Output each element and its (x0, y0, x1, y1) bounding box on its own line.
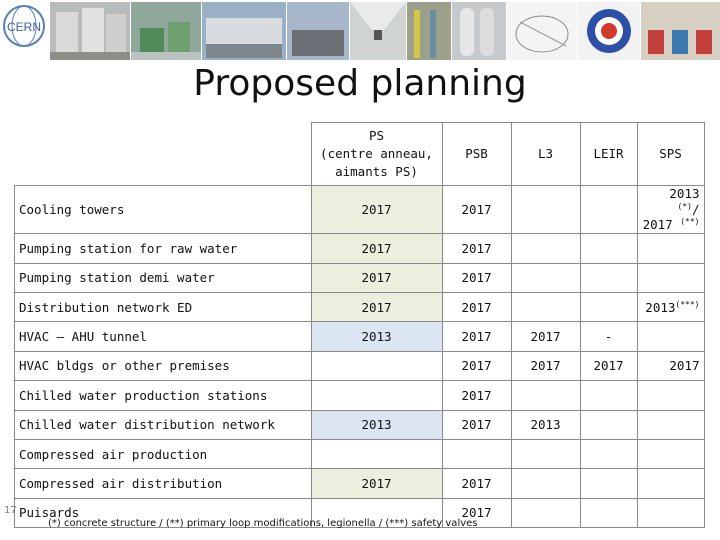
table-row (15, 322, 705, 351)
banner-photo-chillers (202, 2, 286, 60)
cell-ps: 2013 (311, 322, 442, 351)
banner-photo-pump-room (131, 2, 201, 60)
slide-title: Proposed planning (193, 63, 527, 104)
cell-sps (637, 498, 704, 527)
row-label: Pumping station demi water (15, 263, 312, 292)
cell-psb: 2017 (442, 186, 511, 234)
cell-psb: 2017 (442, 292, 511, 321)
cell-l3 (511, 234, 580, 263)
banner-photo-tunnel (350, 2, 406, 60)
cell-ps: 2013 (311, 410, 442, 439)
cell-l3 (511, 263, 580, 292)
cell-l3 (511, 498, 580, 527)
slide-number: 17 (4, 505, 17, 516)
cell-psb (442, 439, 511, 468)
row-label: HVAC – AHU tunnel (15, 322, 312, 351)
column-header-ps: PS (centre anneau, aimants PS) (311, 123, 442, 186)
cell-l3 (511, 186, 580, 234)
cell-l3: 2017 (511, 322, 580, 351)
photo-banner (0, 0, 720, 62)
cell-ps (311, 351, 442, 380)
cell-leir: - (580, 322, 637, 351)
row-label: HVAC bldgs or other premises (15, 351, 312, 380)
table-row (15, 292, 705, 321)
cell-psb: 2017 (442, 263, 511, 292)
table-row (15, 381, 705, 410)
cell-ps: 2017 (311, 292, 442, 321)
cell-leir (580, 292, 637, 321)
cell-l3 (511, 469, 580, 498)
cell-l3 (511, 381, 580, 410)
banner-photo-tanks (452, 2, 506, 60)
cell-ps (311, 381, 442, 410)
column-header-sps: SPS (637, 123, 704, 186)
banner-photo-simulation (578, 2, 640, 60)
table-row (15, 351, 705, 380)
cell-sps (637, 439, 704, 468)
row-label: Pumping station for raw water (15, 234, 312, 263)
cell-ps (311, 439, 442, 468)
column-header-leir: LEIR (580, 123, 637, 186)
cell-leir (580, 234, 637, 263)
row-label: Compressed air distribution (15, 469, 312, 498)
cell-psb: 2017 (442, 381, 511, 410)
cell-psb: 2017 (442, 351, 511, 380)
cell-l3 (511, 292, 580, 321)
cell-l3: 2013 (511, 410, 580, 439)
cell-ps: 2017 (311, 234, 442, 263)
cell-sps (637, 234, 704, 263)
table-row (15, 234, 705, 263)
planning-table (14, 122, 705, 528)
cell-psb: 2017 (442, 498, 511, 527)
table-header-row (15, 123, 705, 186)
cell-psb: 2017 (442, 469, 511, 498)
cell-leir (580, 439, 637, 468)
cell-sps (637, 322, 704, 351)
cell-sps (637, 469, 704, 498)
cell-sps: 2013 (*)/ 2017 (**) (637, 186, 704, 234)
cell-leir (580, 381, 637, 410)
table-row (15, 263, 705, 292)
cell-ps: 2017 (311, 186, 442, 234)
cell-sps (637, 381, 704, 410)
cell-sps: 2017 (637, 351, 704, 380)
cell-ps: 2017 (311, 469, 442, 498)
banner-photo-roof (287, 2, 349, 60)
cell-psb: 2017 (442, 234, 511, 263)
footnote: (*) concrete structure / (**) primary loop modifications, legionella / (***) safety valves (48, 518, 478, 529)
row-label: Puisards (15, 498, 312, 527)
header-empty-cell (15, 123, 312, 186)
cell-psb: 2017 (442, 410, 511, 439)
cell-l3 (511, 439, 580, 468)
row-label: Compressed air production (15, 439, 312, 468)
banner-photo-cooling-towers (50, 2, 130, 60)
table-row (15, 439, 705, 468)
row-label: Chilled water production stations (15, 381, 312, 410)
table-row (15, 186, 705, 234)
cell-sps (637, 263, 704, 292)
cell-sps (637, 410, 704, 439)
svg-text:CERN: CERN (6, 20, 42, 34)
table-row (15, 410, 705, 439)
row-label: Distribution network ED (15, 292, 312, 321)
cell-leir (580, 263, 637, 292)
table-row (15, 469, 705, 498)
banner-photo-pipes (407, 2, 451, 60)
cell-leir (580, 469, 637, 498)
cell-leir: 2017 (580, 351, 637, 380)
cell-psb: 2017 (442, 322, 511, 351)
cell-l3: 2017 (511, 351, 580, 380)
banner-photo-diagram (507, 2, 577, 60)
column-header-psb: PSB (442, 123, 511, 186)
cell-leir (580, 498, 637, 527)
cell-leir (580, 186, 637, 234)
row-label: Chilled water distribution network (15, 410, 312, 439)
banner-photo-hall (641, 2, 720, 60)
cell-leir (580, 410, 637, 439)
cell-sps: 2013(***) (637, 292, 704, 321)
column-header-l3: L3 (511, 123, 580, 186)
row-label: Cooling towers (15, 186, 312, 234)
cell-ps: 2017 (311, 263, 442, 292)
